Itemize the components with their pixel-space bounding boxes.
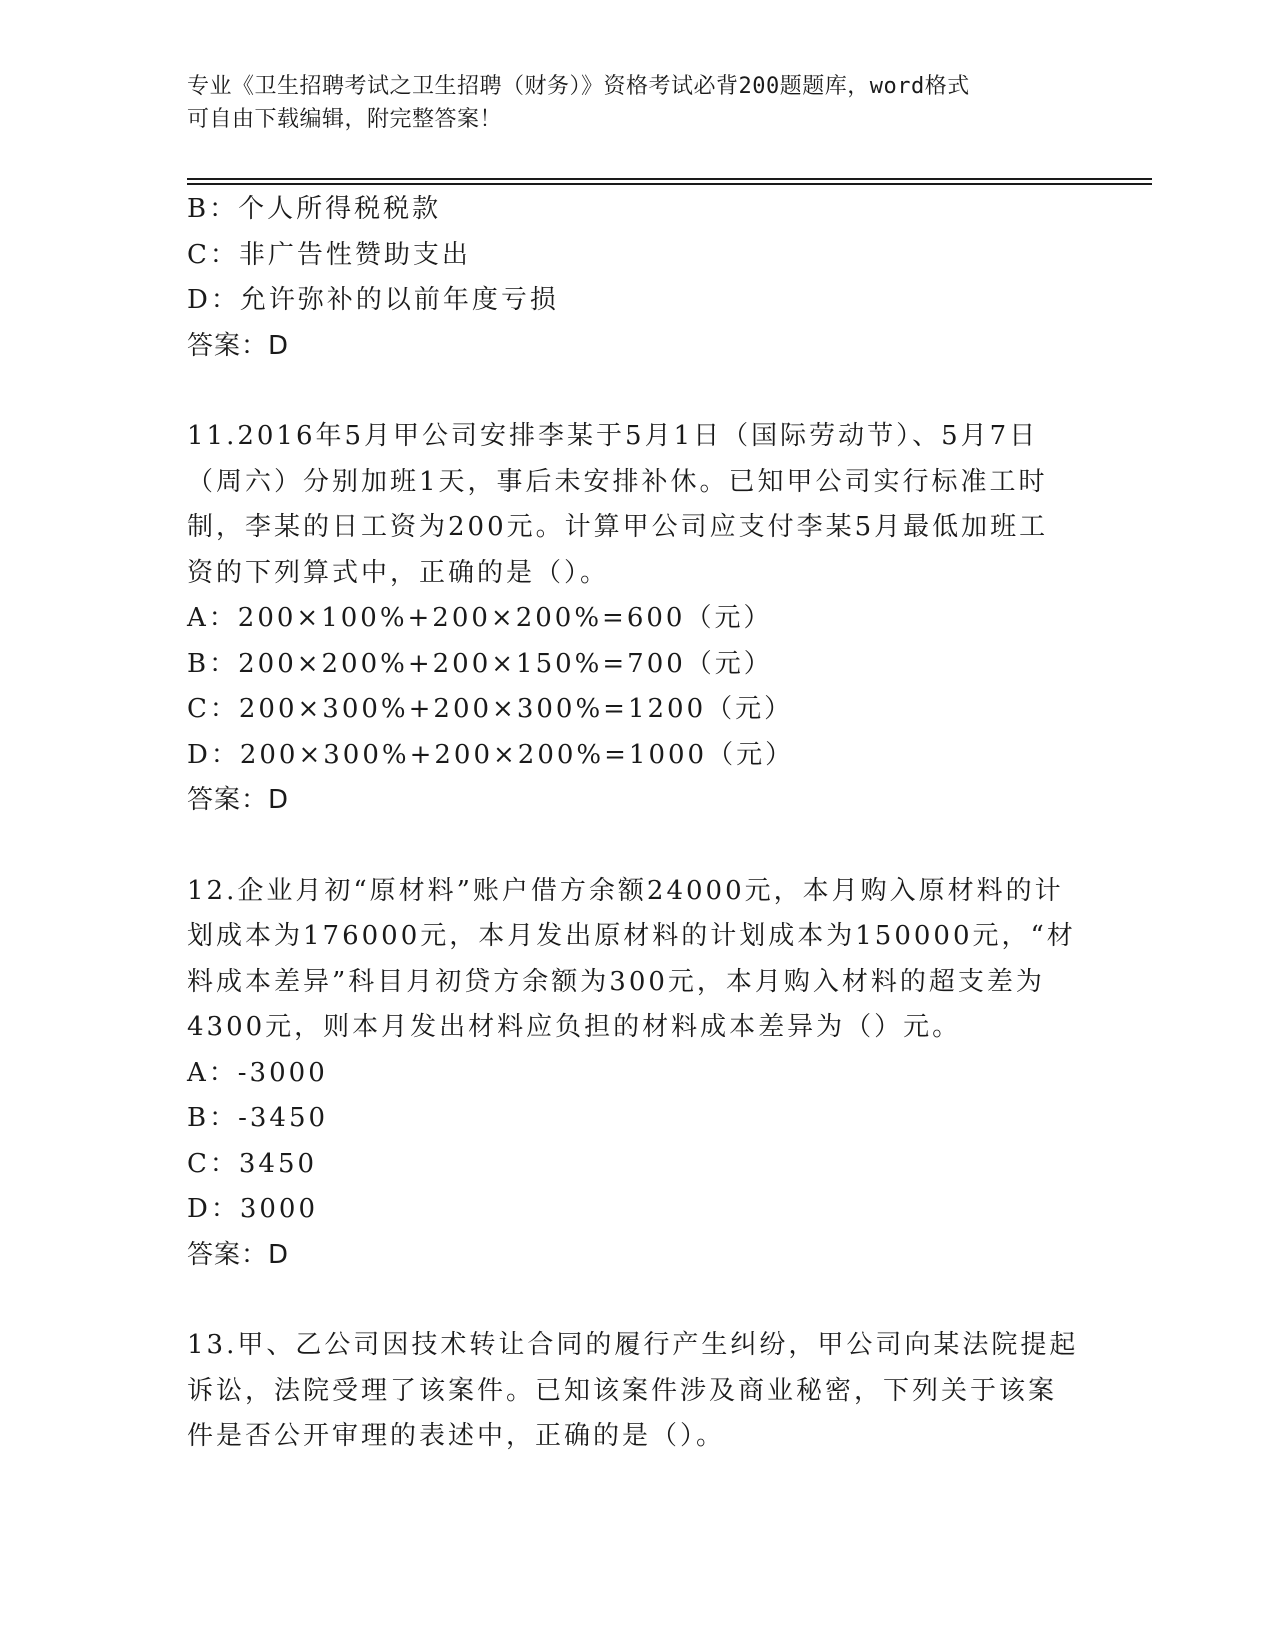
question-13 (187, 1323, 1087, 1460)
option-c: C：3450 (187, 1148, 318, 1179)
header-rule-top (187, 178, 1152, 180)
question-12 (187, 869, 1087, 1279)
spacer (187, 369, 1087, 414)
option-d: D：200×300%+200×200%=1000（元） (187, 739, 795, 770)
option-b: B：200×200%+200×150%=700（元） (187, 648, 773, 679)
question-10-tail (187, 187, 1087, 369)
option-c: C：非广告性赞助支出 (187, 239, 471, 270)
question-stem-line: 划成本为176000元，本月发出原材料的计划成本为150000元，“材 (187, 921, 1076, 951)
question-stem-line: 4300元，则本月发出材料应负担的材料成本差异为（）元。 (187, 1012, 962, 1042)
header-line-1: 专业《卫生招聘考试之卫生招聘（财务）》资格考试必背200题题库，word格式 (187, 74, 970, 99)
question-stem-line: 诉讼，法院受理了该案件。已知该案件涉及商业秘密，下列关于该案 (187, 1375, 1058, 1406)
document-header (187, 70, 1087, 136)
question-11 (187, 414, 1087, 824)
spacer (187, 1278, 1087, 1323)
header-line-2: 可自由下载编辑，附完整答案！ (187, 107, 503, 132)
question-stem-line: 12.企业月初“原材料”账户借方余额24000元，本月购入原材料的计 (187, 875, 1064, 906)
question-stem-line: 料成本差异”科目月初贷方余额为300元，本月购入材料的超支差为 (187, 966, 1045, 997)
question-stem-line: 制，李某的日工资为200元。计算甲公司应支付李某5月最低加班工 (187, 512, 1049, 542)
answer: 答案：D (187, 330, 290, 361)
question-stem-line: 件是否公开审理的表述中，正确的是（）。 (187, 1421, 726, 1451)
option-d: D：3000 (187, 1194, 319, 1224)
document-body (187, 187, 1087, 1460)
option-d: D：允许弥补的以前年度亏损 (187, 285, 559, 315)
answer: 答案：D (187, 1239, 290, 1270)
option-c: C：200×300%+200×300%=1200（元） (187, 694, 794, 724)
option-b: B：个人所得税税款 (187, 194, 442, 224)
question-stem-line: （周六）分别加班1天，事后未安排补休。已知甲公司实行标准工时 (187, 466, 1048, 497)
option-a: A：-3000 (187, 1057, 328, 1088)
answer: 答案：D (187, 785, 290, 815)
option-a: A：200×100%+200×200%=600（元） (187, 603, 773, 633)
option-b: B：-3450 (187, 1103, 329, 1133)
question-stem-line: 13.甲、乙公司因技术转让合同的履行产生纠纷，甲公司向某法院提起 (187, 1330, 1079, 1360)
spacer (187, 824, 1087, 869)
question-stem-line: 资的下列算式中，正确的是（）。 (187, 557, 610, 588)
header-rule-bottom (187, 183, 1152, 185)
question-stem-line: 11.2016年5月甲公司安排李某于5月1日（国际劳动节）、5月7日 (187, 421, 1039, 451)
